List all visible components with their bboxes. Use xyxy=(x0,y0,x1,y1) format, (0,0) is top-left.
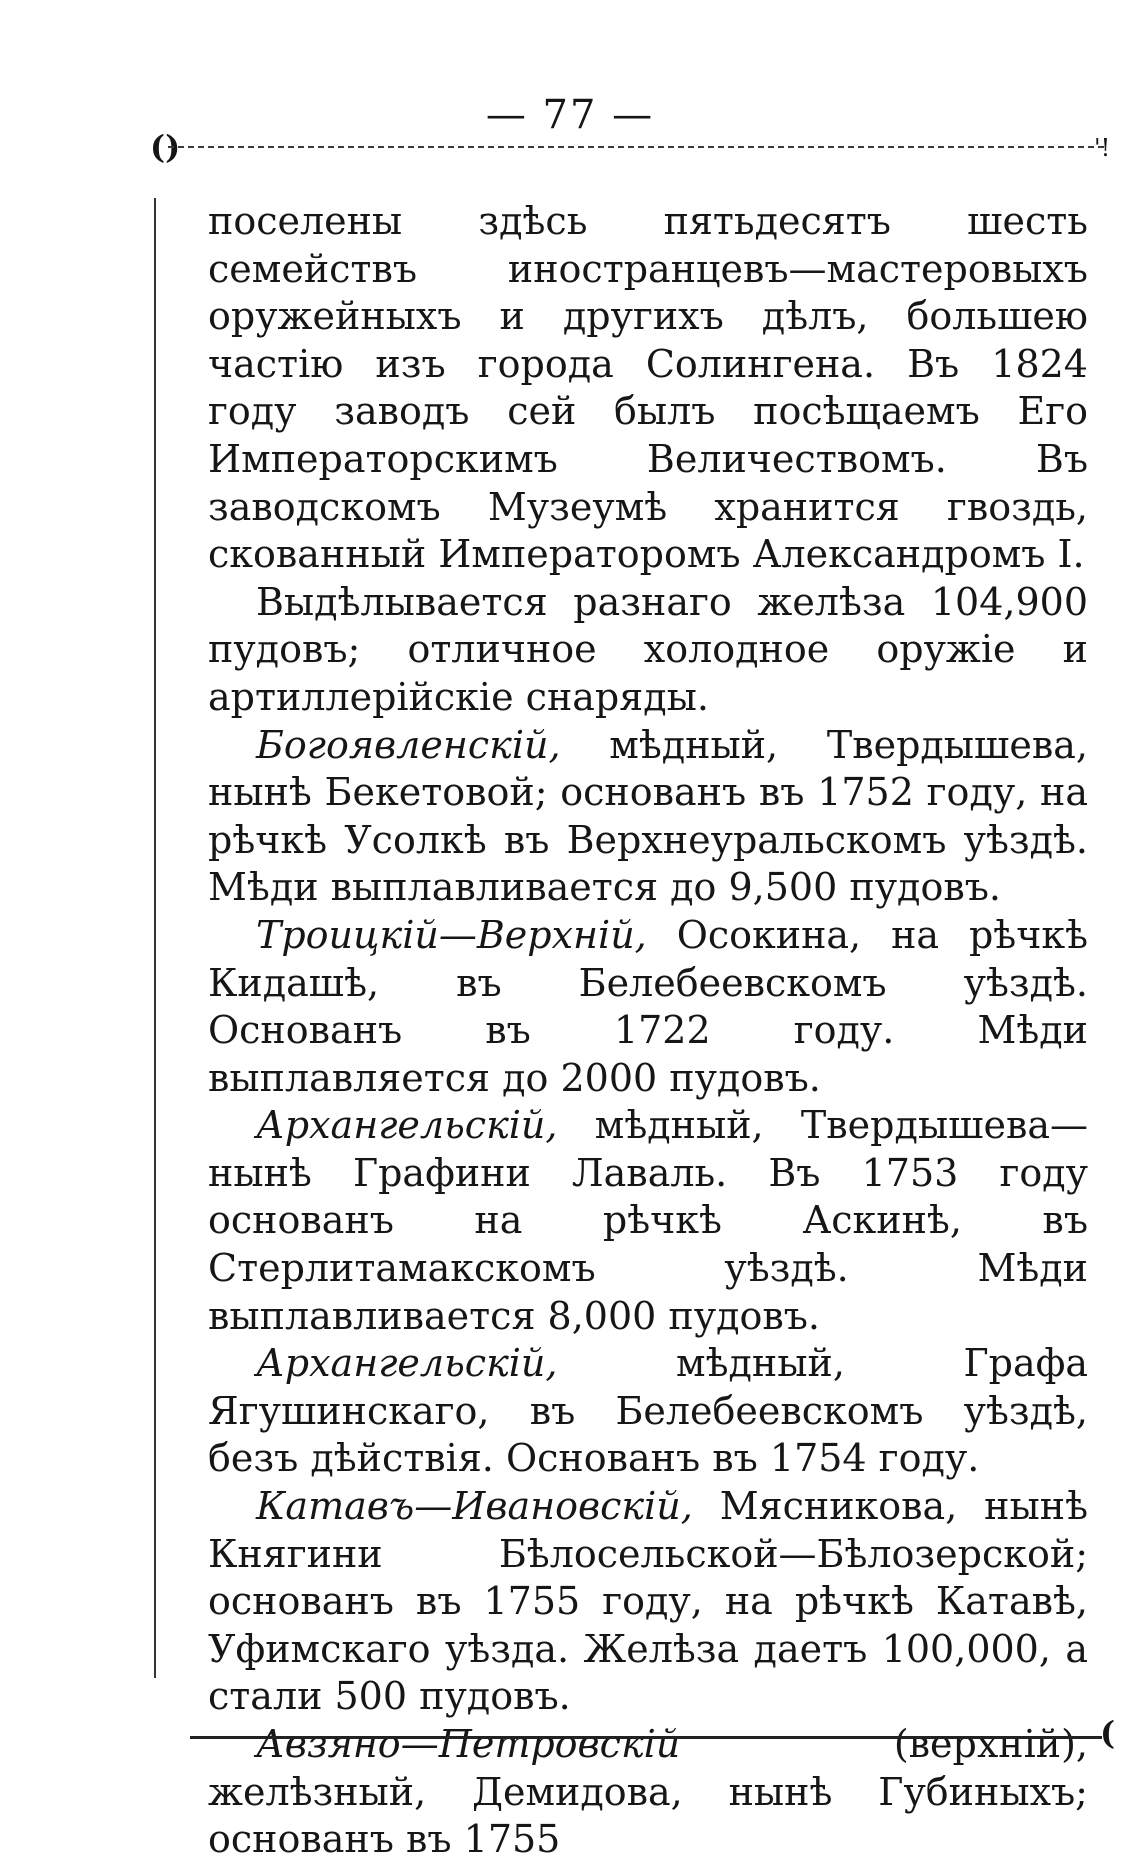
margin-mark-bottom: ( xyxy=(1100,1714,1116,1752)
paragraph-7 xyxy=(208,1483,1088,1721)
header-rule xyxy=(168,146,1104,148)
paragraph-text: поселены здѣсь пятьдесятъ шесть семействъ иностранцевъ—мастеровыхъ оружейныхъ и другихъ дѣлъ, большею частію изъ города Солингена. Въ 1824 году заводъ сей былъ посѣщаемъ Его Императорскимъ Величествомъ. Въ заводскомъ Музеумѣ хранится гвоздь, скованный Императоромъ Александромъ I. xyxy=(208,199,1088,577)
margin-mark-left: () xyxy=(150,128,181,166)
margin-mark-right: '! xyxy=(1094,134,1111,162)
paragraph-1 xyxy=(208,198,1088,579)
page-number: — 77 — xyxy=(485,92,655,138)
factory-name: Архангельскій, xyxy=(256,1103,558,1148)
paragraph-text: (верхній), желѣзный, Демидова, нынѣ Губиныхъ; основанъ въ 1755 xyxy=(208,1722,1088,1862)
paragraph-text: мѣдный, Твердышева—нынѣ Графини Лаваль. Въ 1753 году основанъ на рѣчкѣ Аскинѣ, въ Стерлитамакскомъ уѣздѣ. Мѣди выплавливается 8,000 пудовъ. xyxy=(208,1103,1088,1338)
paragraph-text: Мясникова, нынѣ Княгини Бѣлосельской—Бѣлозерской; основанъ въ 1755 году, на рѣчкѣ Катавѣ, Уфимскаго уѣзда. Желѣза даетъ 100,000, а стали 500 пудовъ. xyxy=(208,1484,1088,1719)
factory-name: Богоявленскій, xyxy=(256,722,561,767)
factory-name: Авзяно—Петровскій xyxy=(256,1722,681,1766)
paragraph-5 xyxy=(208,1102,1088,1340)
paragraph-8 xyxy=(208,1721,1088,1864)
body-text xyxy=(208,198,1088,1864)
paragraph-text: мѣдный, Графа Ягушинскаго, въ Белебеевскомъ уѣздѣ, безъ дѣйствія. Основанъ въ 1754 году. xyxy=(208,1341,1088,1481)
factory-name: Троицкій—Верхній, xyxy=(256,912,647,957)
paragraph-text: Осокина, на рѣчкѣ Кидашѣ, въ Белебеевскомъ уѣздѣ. Основанъ въ 1722 году. Мѣди выплавляется до 2000 пудовъ. xyxy=(208,912,1088,1100)
left-margin-rule xyxy=(154,198,156,1678)
paragraph-6 xyxy=(208,1340,1088,1483)
paragraph-4 xyxy=(208,912,1088,1102)
paragraph-3 xyxy=(208,722,1088,912)
paragraph-text: Выдѣлывается разнаго желѣза 104,900 пудовъ; отличное холодное оружіе и артиллерійскіе снаряды. xyxy=(208,579,1088,719)
factory-name: Архангельскій, xyxy=(256,1341,558,1386)
footer-rule xyxy=(190,1736,1102,1739)
factory-name: Катавъ—Ивановскій, xyxy=(256,1484,693,1529)
paragraph-2 xyxy=(208,579,1088,722)
paragraph-text: мѣдный, Твердышева, нынѣ Бекетовой; основанъ въ 1752 году, на рѣчкѣ Усолкѣ въ Верхнеуральскомъ уѣздѣ. Мѣди выплавливается до 9,500 пудовъ. xyxy=(208,722,1088,910)
